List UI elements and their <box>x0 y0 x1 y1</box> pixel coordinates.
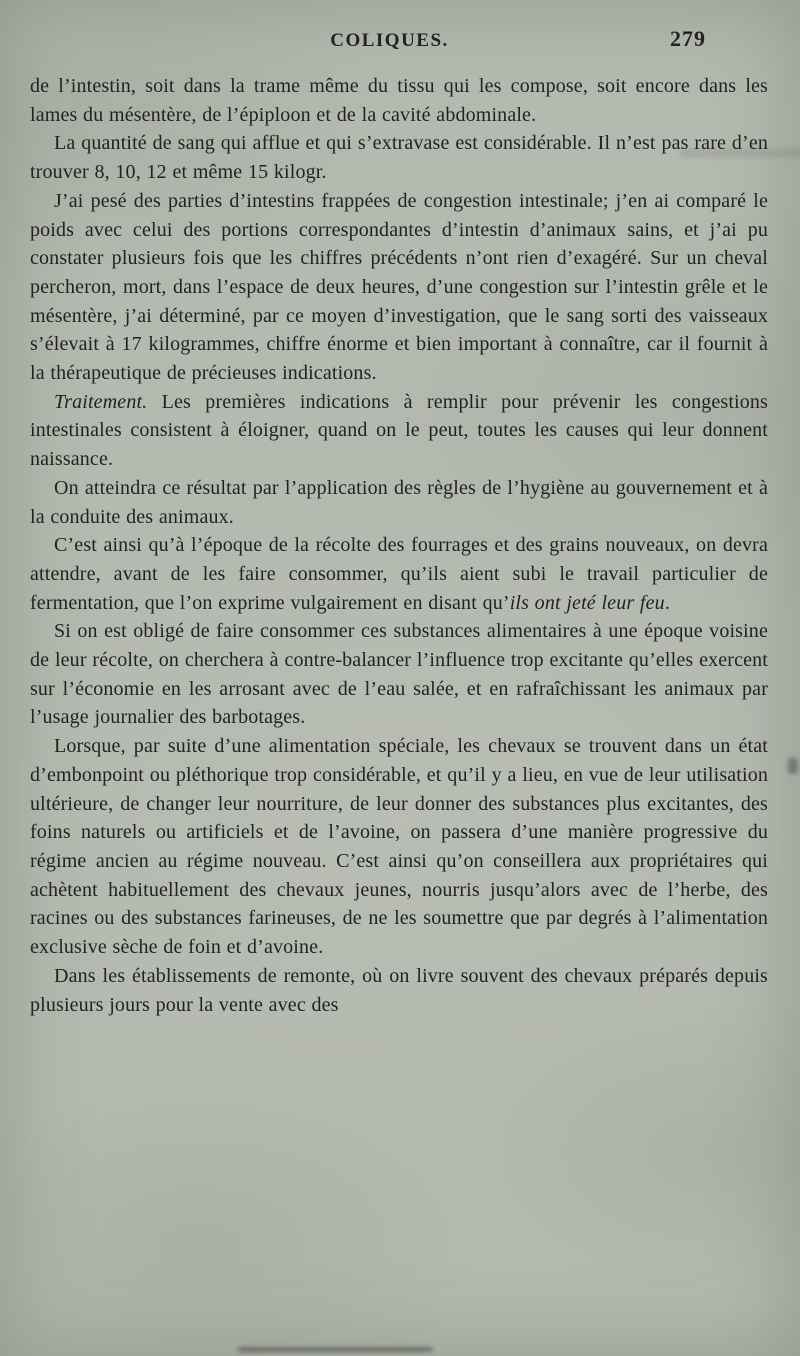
paragraph <box>30 962 768 1019</box>
text-run: Lorsque, par suite d’une alimentation spéciale, les chevaux se trouvent dans un état d’embonpoint ou pléthorique trop considérable, et qu’il y a lieu, en vue de leur utilisation ultérieure, de changer leur nourriture, de leur donner des substances plus excitantes, des foins naturels ou artificiels et de l’avoine, on passera d’une manière progressive du régime ancien au régime nouveau. C’est ainsi qu’on conseillera aux propriétaires qui achètent habituellement des chevaux jeunes, nourris jusqu’alors avec de l’herbe, des racines ou des substances farineuses, de ne les soumettre que par degrés à l’alimentation exclusive sèche de foin et d’avoine. <box>30 735 768 959</box>
page-number: 279 <box>670 26 706 51</box>
paragraph <box>30 732 768 962</box>
text-run: . <box>664 591 670 614</box>
running-header <box>30 24 768 58</box>
text-run: C’est ainsi qu’à l’époque de la récolte des fourrages et des grains nouveaux, on devra attendre, avant de les faire consommer, qu’ils aient subi le travail particulier de fermentation, que l’on exprime vulgairement en disant qu’ <box>30 534 768 614</box>
text-run: J’ai pesé des parties d’intestins frappées de congestion intestinale; j’en ai comparé le poids avec celui des portions correspondantes d’intestin d’animaux sains, et j’ai pu constater plusieurs fois que les chiffres précédents n’ont rien d’exagéré. Sur un cheval percheron, mort, dans l’espace de deux heures, d’une congestion sur l’intestin grêle et le mésentère, j’ai déterminé, par ce moyen d’investigation, que le sang sorti des vaisseaux s’élevait à 17 kilogrammes, chiffre énorme et bien important à connaître, car il fournit à la thérapeutique de précieuses indications. <box>30 189 768 385</box>
text-block <box>30 72 768 1019</box>
paragraph <box>30 531 768 617</box>
italic-run: ils ont jeté leur feu <box>509 591 665 614</box>
paragraph <box>30 72 768 129</box>
paragraph <box>30 187 768 388</box>
paragraph <box>30 129 768 186</box>
paragraph <box>30 474 768 531</box>
text-run: Les premières indications à remplir pour prévenir les congestions intestinales consistent à éloigner, quand on le peut, toutes les causes qui leur donnent naissance. <box>30 390 768 471</box>
running-title: COLIQUES. <box>330 30 449 51</box>
scan-smudge-bottom <box>238 1347 433 1352</box>
italic-run: Traitement. <box>54 390 148 413</box>
text-run: Si on est obligé de faire consommer ces substances alimentaires à une époque voisine de leur récolte, on cherchera à contre-balancer l’influence trop excitante qu’elles exercent sur l’économie en les arrosant avec de l’eau salée, et en rafraîchissant les animaux par l’usage journalier des barbotages. <box>30 620 768 729</box>
paragraph <box>30 617 768 732</box>
text-run: de l’intestin, soit dans la trame même du tissu qui les compose, soit encore dans les lames du mésentère, de l’épiploon et de la cavité abdominale. <box>30 75 768 126</box>
text-run: On atteindra ce résultat par l’application des règles de l’hygiène au gouvernement et à la conduite des animaux. <box>30 476 768 528</box>
paragraph <box>30 388 768 474</box>
text-run: Dans les établissements de remonte, où on livre souvent des chevaux préparés depuis plusieurs jours pour la vente avec des <box>30 964 768 1016</box>
text-run: La quantité de sang qui afflue et qui s’extravase est considérable. Il n’est pas rare d’en trouver 8, 10, 12 et même 15 kilogr. <box>30 132 768 184</box>
